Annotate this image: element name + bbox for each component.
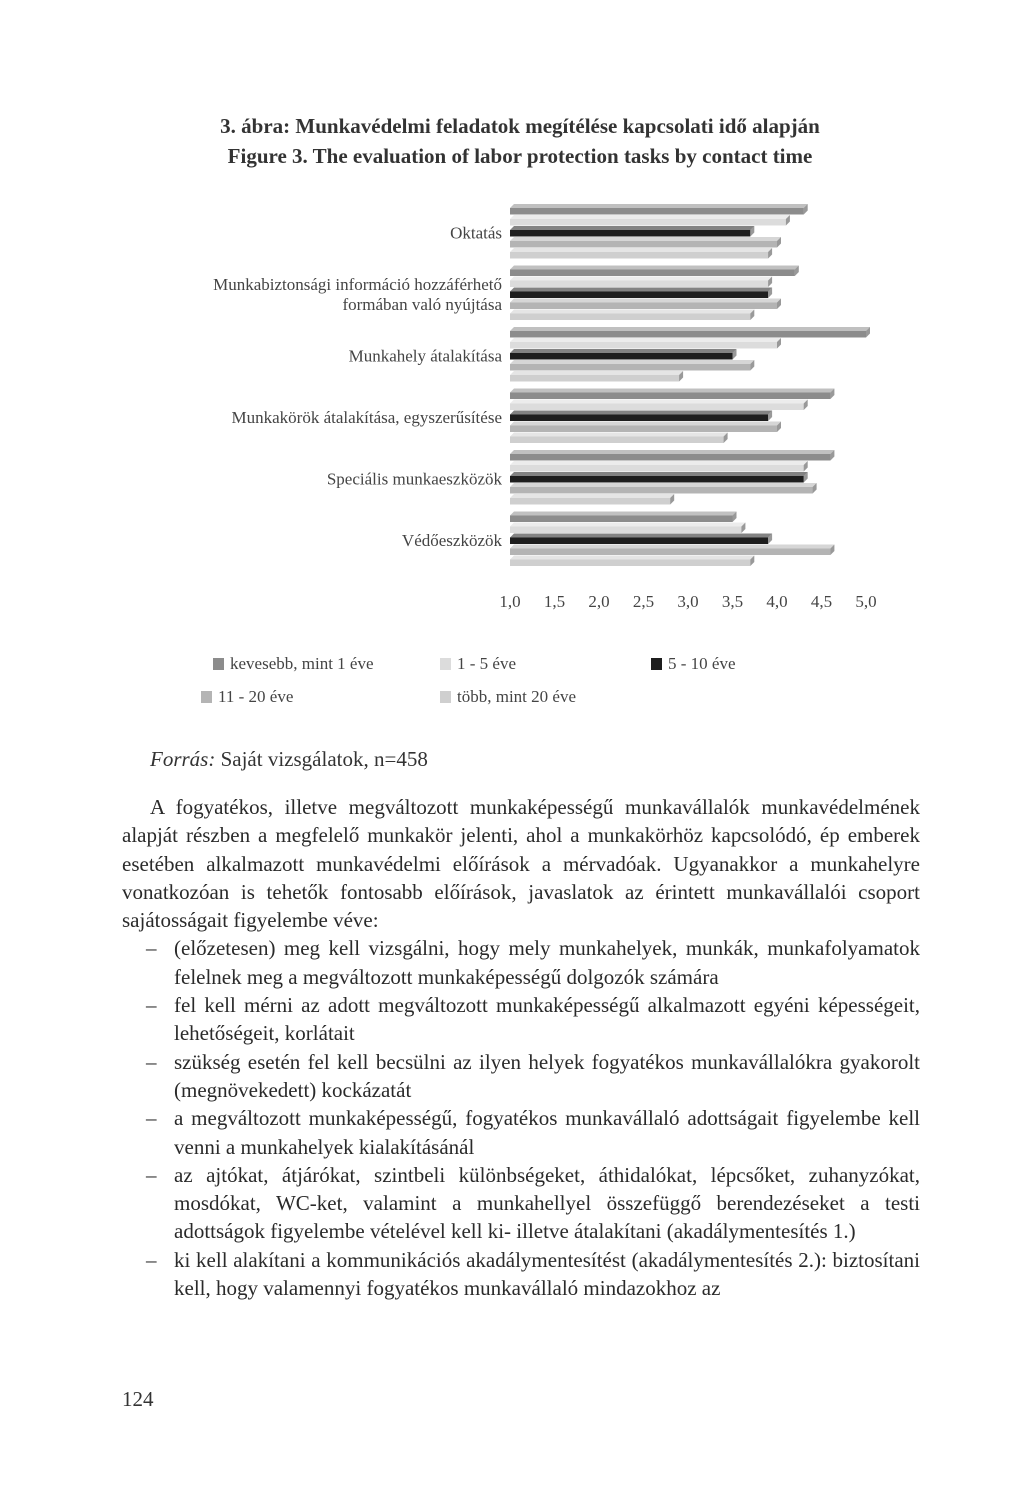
bar-0-2 — [510, 230, 750, 237]
legend-swatch-2 — [651, 658, 662, 670]
x-tick-label-8: 5,0 — [855, 592, 877, 611]
legend-item-1 — [440, 654, 516, 674]
x-tick-label-1: 1,5 — [543, 592, 566, 611]
bullet-item: – fel kell mérni az adott megváltozott munkaképességű alkalmazott egyéni képességeit, lehetőségeit, korlátait — [122, 991, 920, 1048]
legend-label-3: 11 - 20 éve — [218, 687, 294, 706]
bar-0-0 — [510, 208, 804, 215]
figure-source — [150, 747, 428, 772]
bar-2-4 — [510, 375, 679, 382]
legend-label-0: kevesebb, mint 1 éve — [230, 654, 374, 673]
bar-3-0 — [510, 393, 830, 400]
bar-top-5-3 — [510, 545, 834, 549]
bar-top-4-0 — [510, 450, 834, 454]
bar-top-1-4 — [510, 310, 754, 314]
bar-top-2-2 — [510, 349, 737, 353]
x-tick-label-4: 3,0 — [677, 592, 699, 611]
bar-top-2-4 — [510, 371, 683, 375]
bar-top-1-3 — [510, 299, 781, 303]
bullet-item: – a megváltozott munkaképességű, fogyatékos munkavállaló adottságait figyelembe kell venni a munkahelyek kialakításánál — [122, 1104, 920, 1161]
x-tick-label-5: 3,5 — [721, 592, 744, 611]
bar-top-0-0 — [510, 204, 808, 208]
bullet-item: – szükség esetén fel kell becsülni az ilyen helyek fogyatékos munkavállalókra gyakorolt (megnövekedett) kockázatát — [122, 1048, 920, 1105]
category-label-0-0: Oktatás — [450, 223, 502, 243]
bar-chart — [0, 0, 1024, 620]
bar-top-4-3 — [510, 483, 817, 487]
bar-2-2 — [510, 353, 733, 360]
bar-0-3 — [510, 241, 777, 248]
bar-1-1 — [510, 281, 768, 288]
bar-0-4 — [510, 252, 768, 259]
x-tick-label-2: 2,0 — [588, 592, 610, 611]
source-label: Forrás: — [150, 747, 216, 771]
bar-top-4-4 — [510, 494, 674, 498]
bar-1-0 — [510, 270, 795, 277]
bar-top-4-1 — [510, 461, 808, 465]
legend-item-3 — [201, 687, 293, 707]
bar-top-3-2 — [510, 411, 772, 415]
bar-4-1 — [510, 465, 804, 472]
bar-2-1 — [510, 342, 777, 349]
bar-1-3 — [510, 303, 777, 310]
category-label-1-0: Munkabiztonsági információ hozzáférhető — [213, 274, 502, 294]
bullet-item: – ki kell alakítani a kommunikációs akadálymentesítést (akadálymentesítés 2.): biztosítani kell, hogy valamennyi fogyatékos munkavállaló mindazokhoz az — [122, 1246, 920, 1303]
category-label-2-0: Munkahely átalakítása — [348, 346, 502, 366]
bar-top-4-2 — [510, 472, 808, 476]
legend-swatch-3 — [201, 691, 212, 703]
bar-3-1 — [510, 404, 804, 411]
legend-swatch-4 — [440, 691, 451, 703]
x-tick-label-0: 1,0 — [499, 592, 521, 611]
bar-2-3 — [510, 364, 750, 371]
bar-5-4 — [510, 560, 750, 567]
category-label-5-0: Védőeszközök — [401, 530, 502, 550]
bar-top-3-3 — [510, 422, 781, 426]
bar-top-0-4 — [510, 248, 772, 252]
bar-top-2-3 — [510, 360, 754, 364]
bar-3-3 — [510, 426, 777, 433]
bar-1-2 — [510, 292, 768, 299]
category-label-1-1: formában való nyújtása — [342, 294, 502, 314]
legend-item-4 — [440, 687, 576, 707]
x-tick-label-6: 4,0 — [766, 592, 788, 611]
bar-3-2 — [510, 415, 768, 422]
body-paragraph: A fogyatékos, illetve megváltozott munkaképességű munkavállalók munkavédelmének alapját részben a megfelelő munkakör jelenti, ahol a munkakörhöz kapcsolódó, ép emberek esetében alkalmazott munkavédelmi előírások a mérvadóak. Ugyanakkor a munkahelyre vonatkozóan is tehetők fontosabb előírások, javaslatok az érintett munkavállalói csoport sajátosságait figyelembe véve: — [122, 795, 920, 933]
bullet-item: – (előzetesen) meg kell vizsgálni, hogy mely munkahelyek, munkák, munkafolyamatok felelnek meg a megváltozott munkaképességű dolgozók számára — [122, 934, 920, 991]
bar-top-5-1 — [510, 523, 745, 527]
figure-title-english: Figure 3. The evaluation of labor protection tasks by contact time — [227, 144, 813, 168]
bar-top-0-2 — [510, 226, 754, 230]
legend-swatch-1 — [440, 658, 451, 670]
category-label-4-0: Speciális munkaeszközök — [326, 469, 502, 489]
bullet-item: – az ajtókat, átjárókat, szintbeli különbségeket, áthidalókat, lépcsőket, zuhanyzókat, mosdókat, WC-ket, valamint a munkahellyel összefüggő berendezéseket a testi adottságok figyelembe vételével kell ki- illetve átalakítani (akadálymentesítés 1.) — [122, 1161, 920, 1246]
bar-top-1-2 — [510, 288, 772, 292]
bar-top-0-3 — [510, 237, 781, 241]
x-tick-label-3: 2,5 — [632, 592, 655, 611]
bar-top-1-0 — [510, 266, 799, 270]
legend-label-1: 1 - 5 éve — [457, 654, 517, 673]
bar-4-0 — [510, 454, 830, 461]
legend-label-2: 5 - 10 éve — [668, 654, 736, 673]
legend-label-4: több, mint 20 éve — [457, 687, 576, 706]
bar-top-5-0 — [510, 512, 737, 516]
body-text — [122, 793, 920, 1302]
figure-title-hungarian: 3. ábra: Munkavédelmi feladatok megítélése kapcsolati idő alapján — [220, 114, 820, 138]
category-label-3-0: Munkakörök átalakítása, egyszerűsítése — [231, 407, 502, 427]
legend-item-2 — [651, 654, 736, 674]
bar-top-2-0 — [510, 327, 870, 331]
bar-2-0 — [510, 331, 866, 338]
page-number: 124 — [122, 1387, 154, 1411]
source-text: Saját vizsgálatok, n=458 — [220, 747, 428, 771]
legend-item-0 — [213, 654, 374, 674]
bar-4-3 — [510, 487, 813, 494]
bar-top-5-4 — [510, 556, 754, 560]
bar-1-4 — [510, 314, 750, 321]
bar-5-1 — [510, 527, 741, 534]
bar-4-2 — [510, 476, 804, 483]
bar-5-0 — [510, 516, 733, 523]
bar-top-5-2 — [510, 534, 772, 538]
bar-top-0-1 — [510, 215, 790, 219]
bar-top-1-1 — [510, 277, 772, 281]
bar-top-3-0 — [510, 389, 834, 393]
legend-swatch-0 — [213, 658, 224, 670]
bar-4-4 — [510, 498, 670, 505]
x-tick-label-7: 4,5 — [810, 592, 833, 611]
bar-0-1 — [510, 219, 786, 226]
bar-5-2 — [510, 538, 768, 545]
bar-top-3-4 — [510, 433, 728, 437]
bar-top-3-1 — [510, 400, 808, 404]
bar-3-4 — [510, 437, 724, 444]
bar-top-2-1 — [510, 338, 781, 342]
bullet-list — [122, 934, 920, 1302]
bar-5-3 — [510, 549, 830, 556]
